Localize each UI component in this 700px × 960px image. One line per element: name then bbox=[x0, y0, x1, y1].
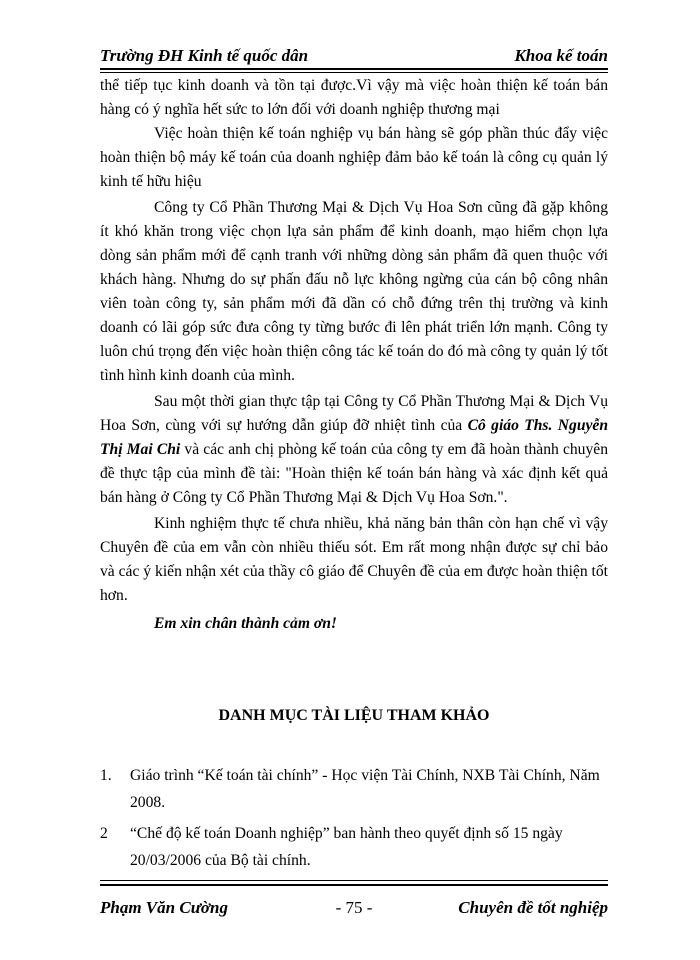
reference-text: Giáo trình “Kế toán tài chính” - Học viện Tài Chính, NXB Tài Chính, Năm 2008. bbox=[130, 767, 600, 811]
footer-doc-type: Chuyên đề tốt nghiệp bbox=[458, 898, 608, 917]
paragraph-4 bbox=[100, 390, 608, 510]
header-rule-thick bbox=[100, 68, 608, 70]
paragraph-1: thể tiếp tục kinh doanh và tồn tại được.Vì vậy mà việc hoàn thiện kế toán bán hàng có ý nghĩa hết sức to lớn đối với doanh nghiệp thương mại bbox=[100, 77, 608, 118]
page-header bbox=[100, 46, 608, 68]
thanks-line: Em xin chân thành cảm ơn! bbox=[154, 615, 337, 632]
supervisor-name: Cô giáo Ths. Nguyễn Thị Mai Chi bbox=[100, 417, 609, 458]
footer-rule-thick bbox=[100, 884, 608, 886]
reference-item bbox=[100, 762, 608, 816]
header-rule-thin bbox=[100, 72, 608, 73]
page-footer bbox=[100, 898, 608, 920]
reference-number: 2 bbox=[100, 825, 108, 842]
paragraph-2: Việc hoàn thiện kế toán nghiệp vụ bán hàng sẽ góp phần thúc đẩy việc hoàn thiện bộ máy kế toán của doanh nghiệp đảm bảo kế toán là công cụ quản lý kinh tế hữu hiệu bbox=[100, 125, 608, 190]
paragraph-5: Kinh nghiệm thực tế chưa nhiều, khả năng bản thân còn hạn chế vì vậy Chuyên đề của em vẫn còn nhiều thiếu sót. Em rất mong nhận được sự chỉ bảo và các ý kiến nhận xét của thầy cô giáo để Chuyên đề của em được hoàn thiện tốt hơn. bbox=[100, 515, 608, 604]
references-list bbox=[100, 762, 608, 874]
header-university: Trường ĐH Kinh tế quốc dân bbox=[100, 46, 309, 65]
references-title: DANH MỤC TÀI LIỆU THAM KHẢO bbox=[218, 707, 490, 724]
reference-item bbox=[100, 820, 608, 874]
body-text bbox=[100, 74, 608, 636]
footer-rule-thin bbox=[100, 880, 608, 881]
paragraph-4-part-a: Sau một thời gian thực tập tại Công ty Cổ Phần Thương Mại & Dịch Vụ Hoa Sơn, cùng với sự hướng dẫn giúp đỡ nhiệt tình của bbox=[100, 393, 608, 434]
reference-number: 1. bbox=[100, 767, 112, 784]
reference-text: “Chế độ kế toán Doanh nghiệp” ban hành theo quyết định số 15 ngày 20/03/2006 của Bộ tài chính. bbox=[130, 825, 563, 869]
paragraph-4-part-b: và các anh chị phòng kế toán của công ty em đã hoàn thành chuyên đề thực tập của mình đề tài: "Hoàn thiện kế toán bán hàng và xác định kết quả bán hàng ở Công ty Cổ Phần Thương Mại & Dịch Vụ Hoa Sơn.". bbox=[100, 441, 608, 506]
paragraph-3: Công ty Cổ Phần Thương Mại & Dịch Vụ Hoa Sơn cũng đã gặp không ít khó khăn trong việc chọn lựa sản phẩm để kinh doanh, mạo hiểm chọn lựa dòng sản phẩm mới để cạnh tranh với những dòng sản phẩm đã quen thuộc với khách hàng. Nhưng do sự phấn đấu nỗ lực không ngừng của cán bộ công nhân viên toàn công ty, sản phẩm mới đã dần có chỗ đứng trên thị trường và kinh doanh có lãi góp sức đưa công ty từng bước đi lên phát triển lớn mạnh. Công ty luôn chú trọng đến việc hoàn thiện công tác kế toán do đó mà công ty quản lý tốt tình hình kinh doanh của mình. bbox=[100, 199, 608, 384]
header-department: Khoa kế toán bbox=[514, 46, 608, 65]
page-number: - 75 - bbox=[335, 898, 373, 917]
footer-author: Phạm Văn Cường bbox=[100, 898, 228, 917]
